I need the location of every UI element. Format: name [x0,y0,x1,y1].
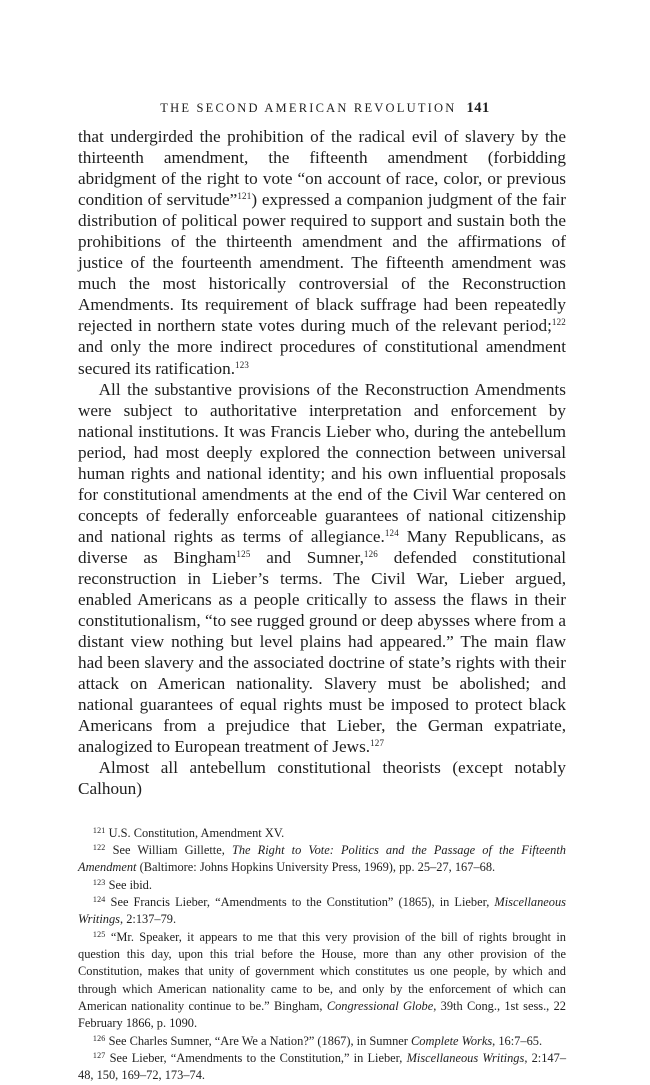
footnote [78,877,566,894]
footnote [78,894,566,929]
footnote [78,825,566,842]
italic-title: Miscellaneous Writings [78,894,566,927]
note-reference: 121 [92,825,106,835]
text-run: See Charles Sumner, “Are We a Nation?” (1867), in Sumner [105,1033,412,1048]
note-reference: 123 [235,359,250,370]
paragraph [78,379,566,758]
body-text [78,126,566,800]
text-run: See William Gillette, [105,842,232,857]
note-reference: 127 [92,1050,106,1060]
text-run: See Lieber, “Amendments to the Constitution,” in Lieber, [105,1050,407,1065]
running-head-title: THE SECOND AMERICAN REVOLUTION [160,101,457,115]
footnote [78,1050,566,1085]
text-run: (Baltimore: Johns Hopkins University Press, 1969), pp. 25–27, 167–68. [136,860,496,875]
note-reference: 125 [92,929,106,939]
text-run: defended constitutional reconstruction in Lieber’s terms. The Civil War, Lieber argued, enabled Americans as a people critically to assess the flaws in their constitutionalism, “to see rugged ground or deep abysses where from a distant view nothing but level plains had appeared.” The main flaw had been slavery and the associated doctrine of state’s rights with their attack on American nationality. Slavery must be abolished; and national guarantees of equal rights must be imposed to protect black Americans from a prejudice that Lieber, the German expatriate, analogized to European treatment of Jews. [78,547,566,757]
text-run: and Sumner, [250,547,364,567]
text-run: Many Republicans, as diverse as Bingham [78,526,566,567]
footnote [78,929,566,1033]
text-run: , 16:7–65. [492,1033,543,1048]
text-run: , 2:147–48, 150, 169–72, 173–74. [78,1050,567,1083]
note-reference: 123 [92,877,106,887]
text-run: U.S. Constitution, Amendment XV. [105,825,285,840]
note-reference: 122 [551,317,566,328]
note-reference: 121 [237,191,252,202]
italic-title: Congressional Globe [326,998,434,1013]
text-run: ) expressed a companion judgment of the fair distribution of political power required to support and sustain both the prohibitions of the thirteenth amendment and the affirmations of justice of the fourteenth amendment. The fifteenth amendment was much the most historically controversial of the Reconstruction Amendments. Its requirement of black suffrage had been repeatedly rejected in northern state votes during much of the relevant period; [78,190,566,336]
text-run: All the substantive provisions of the Reconstruction Amendments were subject to authoritative interpretation and enforcement by national institutions. It was Francis Lieber who, during the antebellum period, had most deeply explored the connection between universal human rights and national identity; and his own influential proposals for constitutional amendments at the end of the Civil War centered on concepts of federally enforceable guarantees of national citizenship and national rights as terms of allegiance. [78,379,566,546]
italic-title: Miscellaneous Writings [406,1050,525,1065]
text-run: , 39th Cong., 1st sess., 22 February 1866, p. 1090. [78,998,566,1031]
text-run: “Mr. Speaker, it appears to me that this very provision of the bill of rights brought in question this day, upon this trial before the House, more than any other provision of the Constitution, makes that unity of government which constitutes us one people, by which and through which American nationality came to be, and only by the enforcement of which can American nationality continue to be.” Bingham, [78,929,566,1013]
paragraph [78,126,566,379]
text-run: See Francis Lieber, “Amendments to the Constitution” (1865), in Lieber, [105,894,495,909]
italic-title: The Right to Vote: Politics and the Passage of the Fifteenth Amendment [78,842,566,875]
text-run: See ibid. [105,877,152,892]
footnote [78,842,566,877]
note-reference: 125 [236,548,251,559]
italic-title: Complete Works [411,1033,493,1048]
running-head [78,100,566,117]
text-run: and only the more indirect procedures of constitutional amendment secured its ratification. [78,337,566,378]
book-page [78,100,566,1085]
note-reference: 124 [384,527,399,538]
text-run: Almost all antebellum constitutional theorists (except notably Calhoun) [78,758,566,799]
text-run: that undergirded the prohibition of the radical evil of slavery by the thirteenth amendment, the fifteenth amendment (forbidding abridgment of the right to vote “on account of race, color, or previous condition of servitude” [78,127,566,210]
note-reference: 122 [92,842,106,852]
note-reference: 124 [92,894,106,904]
footnote [78,1033,566,1050]
footnotes [78,825,566,1085]
text-run: , 2:137–79. [120,912,177,927]
page-number: 141 [466,100,490,116]
note-reference: 127 [370,738,385,749]
paragraph [78,757,566,799]
note-reference: 126 [363,548,378,559]
note-reference: 126 [92,1033,106,1043]
